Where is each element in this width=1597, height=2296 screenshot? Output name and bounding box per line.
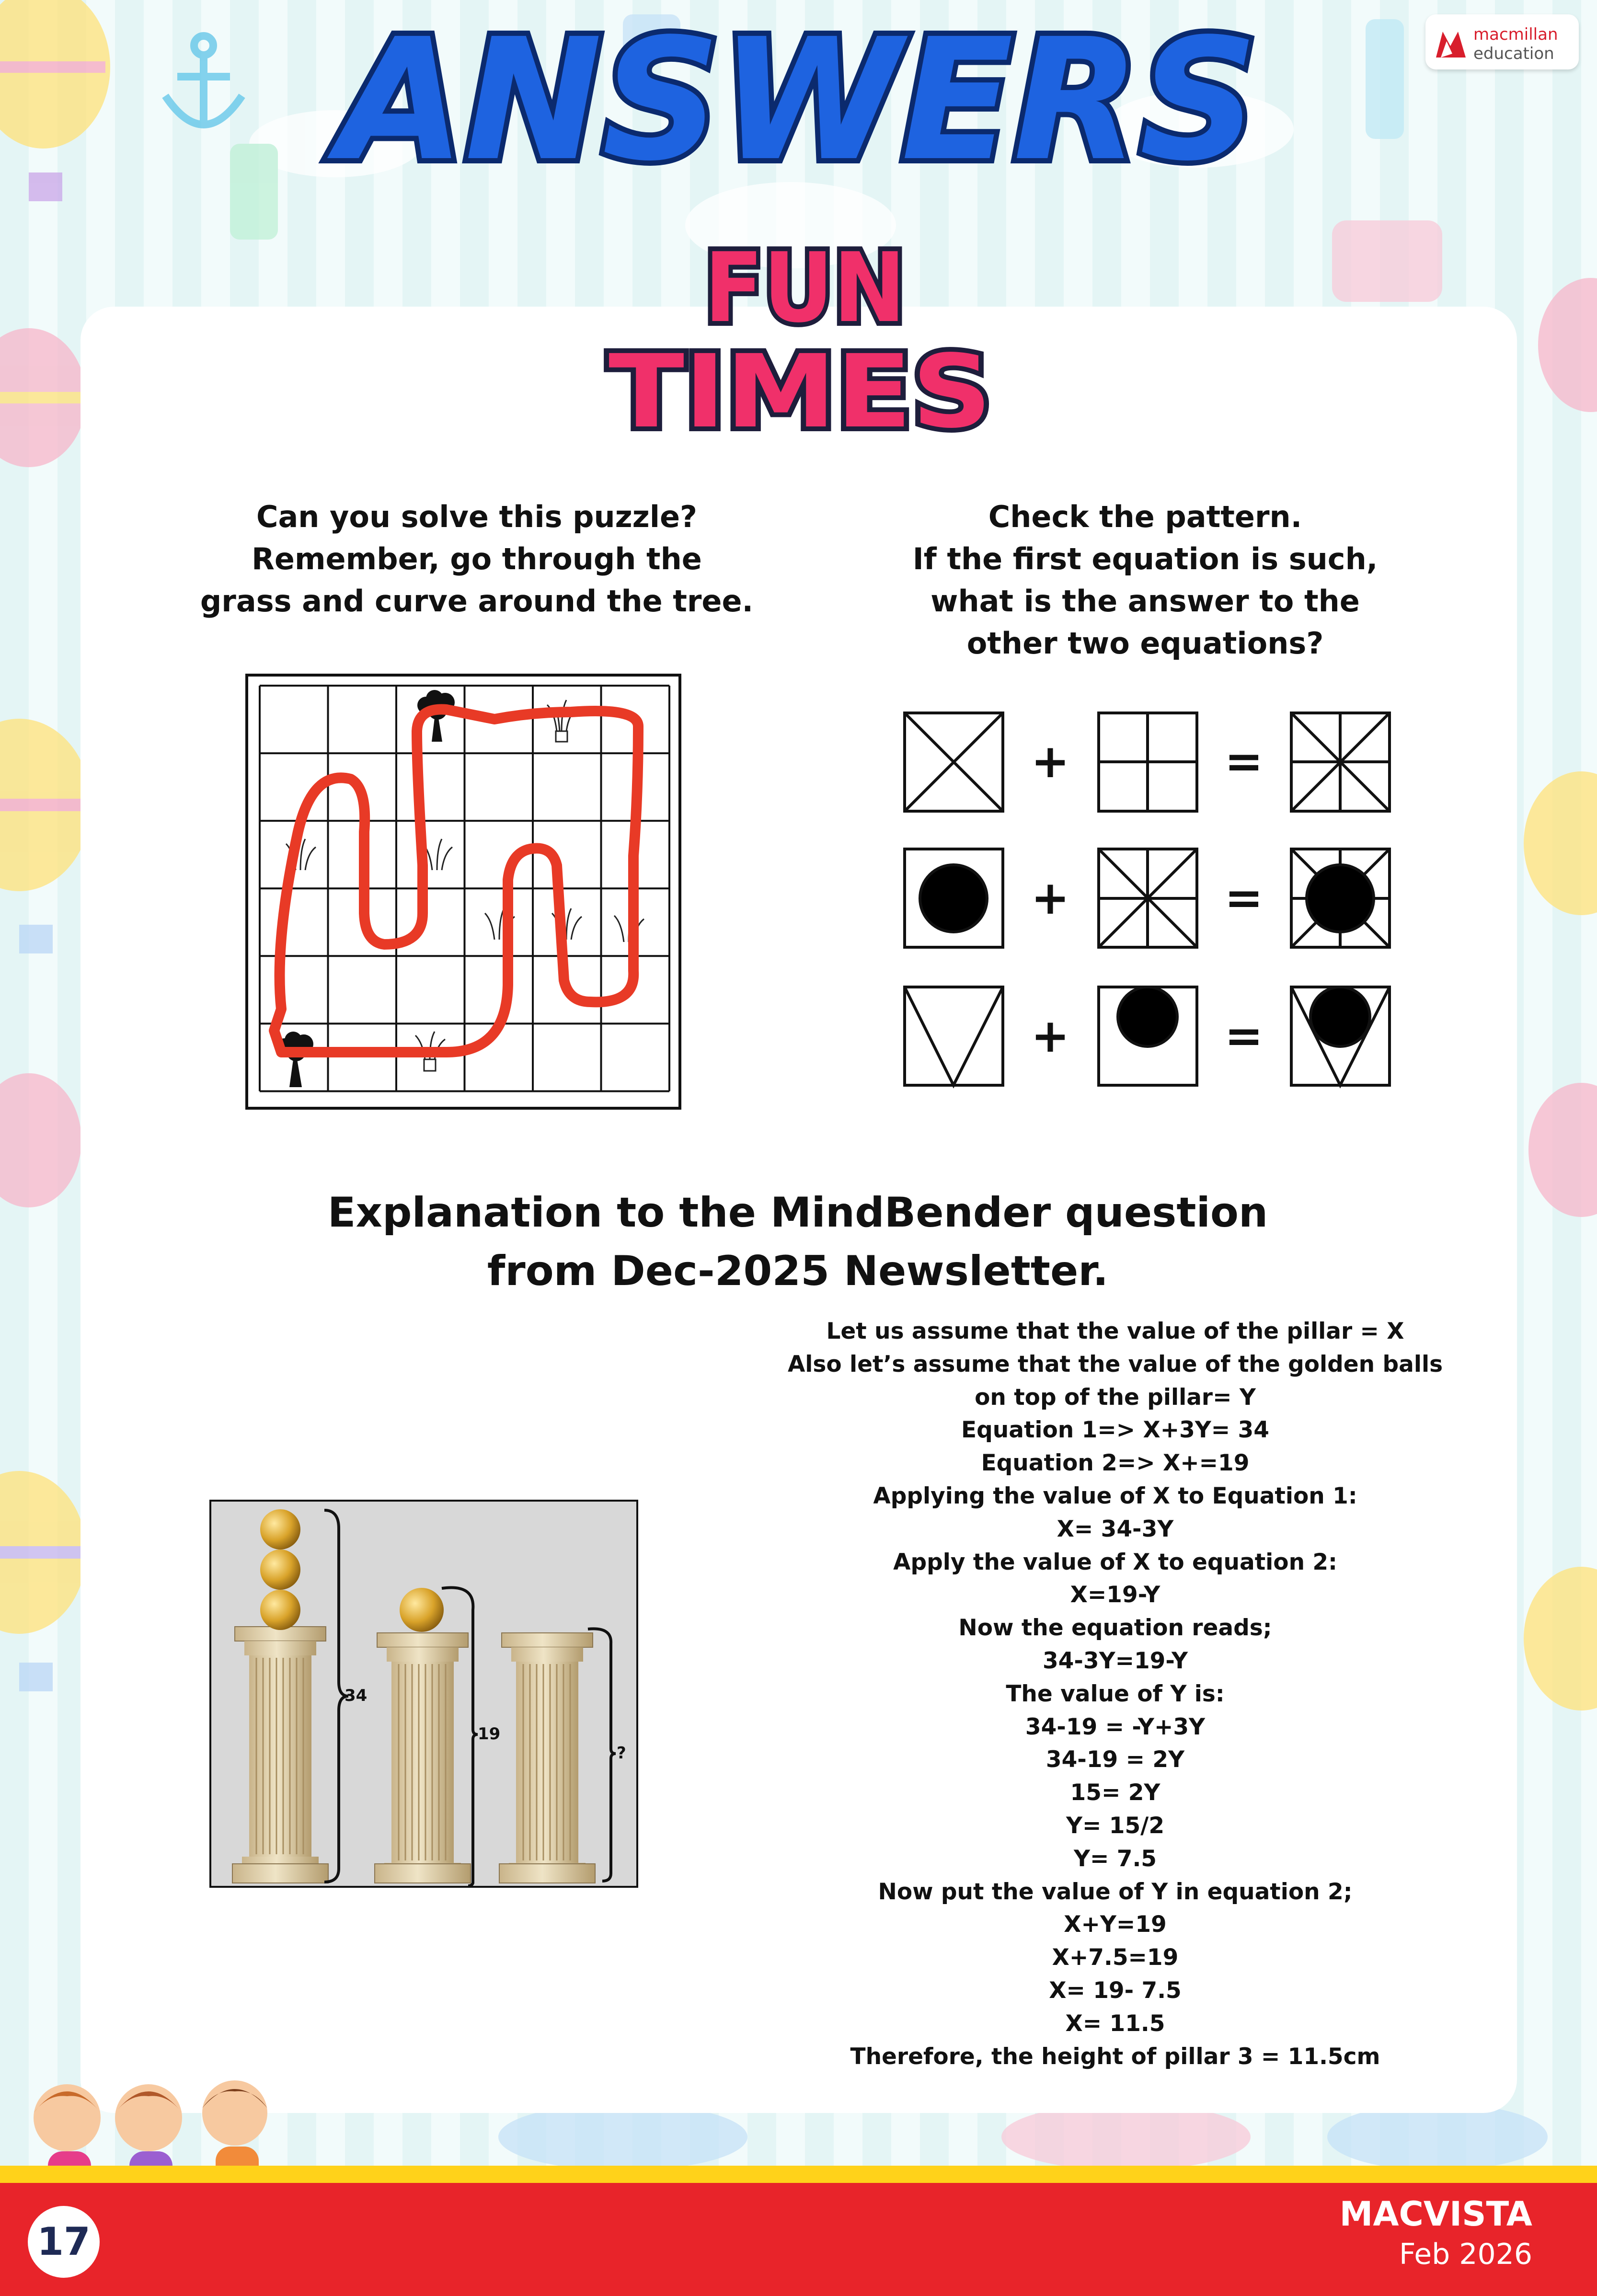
footer-yellow-stripe bbox=[0, 2166, 1597, 2183]
box-star-icon bbox=[1099, 849, 1197, 947]
explanation-step: The value of Y is: bbox=[1006, 1680, 1225, 1707]
explanation-step: Y= 7.5 bbox=[1073, 1845, 1157, 1872]
explanation-step: Also let’s assume that the value of the golden balls bbox=[787, 1351, 1443, 1378]
pillar-label: 34 bbox=[345, 1686, 368, 1705]
macmillan-logo-icon bbox=[1436, 27, 1470, 57]
explanation-step: X= 11.5 bbox=[1065, 2010, 1165, 2037]
explanation-step: Equation 2=> X+=19 bbox=[981, 1450, 1250, 1477]
logo-text-education: education bbox=[1473, 44, 1554, 63]
macmillan-logo bbox=[1425, 14, 1579, 69]
box-dot-icon bbox=[905, 849, 1003, 947]
explanation-step: X= 19- 7.5 bbox=[1049, 1977, 1182, 2004]
explanation-step: 34-3Y=19-Y bbox=[1042, 1647, 1188, 1674]
hot-air-balloon-icon bbox=[0, 0, 110, 201]
explanation-step: 34-19 = 2Y bbox=[1046, 1746, 1185, 1773]
logo-text-macmillan: macmillan bbox=[1473, 25, 1558, 44]
explanation-step: on top of the pillar= Y bbox=[975, 1384, 1256, 1411]
explanation-step: Now the equation reads; bbox=[958, 1615, 1272, 1642]
explanation-step: 34-19 = -Y+3Y bbox=[1025, 1713, 1206, 1740]
explanation-step: Let us assume that the value of the pillar = X bbox=[826, 1318, 1404, 1344]
golden-ball-icon bbox=[260, 1509, 300, 1550]
golden-ball-icon bbox=[260, 1590, 300, 1630]
plus-sign: + bbox=[1031, 871, 1070, 925]
maze-grid bbox=[245, 674, 681, 1110]
fun-times-heading bbox=[585, 225, 1016, 465]
pattern-equations bbox=[901, 704, 1399, 1092]
hot-air-balloon-icon bbox=[0, 1471, 86, 1691]
pillars-illustration bbox=[209, 1500, 638, 1888]
explanation-step: Equation 1=> X+3Y= 34 bbox=[961, 1417, 1269, 1444]
hot-air-balloon-icon bbox=[1524, 1567, 1597, 1711]
box-x-icon bbox=[905, 713, 1003, 811]
box-dot-icon bbox=[1099, 987, 1197, 1085]
pattern-question-line: other two equations? bbox=[966, 626, 1324, 661]
maze-question-line: Can you solve this puzzle? bbox=[256, 499, 698, 534]
maze-question bbox=[165, 496, 788, 622]
pattern-question-line: If the first equation is such, bbox=[912, 541, 1378, 576]
box-v-icon bbox=[905, 987, 1003, 1085]
explanation-title-line: Explanation to the MindBender question bbox=[327, 1189, 1268, 1237]
explanation-step: Therefore, the height of pillar 3 = 11.5cm bbox=[850, 2043, 1380, 2070]
equals-sign: = bbox=[1224, 1009, 1264, 1063]
explanation-title-line: from Dec-2025 Newsletter. bbox=[487, 1247, 1109, 1295]
fun-times-line1: FUN bbox=[704, 232, 906, 344]
footer-brand: MACVISTA bbox=[1339, 2194, 1532, 2234]
fun-times-line2: TIMES bbox=[609, 333, 992, 450]
pattern-question bbox=[834, 496, 1457, 665]
box-v-dot-icon bbox=[1291, 987, 1390, 1085]
explanation-steps bbox=[738, 1315, 1493, 2073]
plus-sign: + bbox=[1031, 735, 1070, 788]
explanation-step: X= 34-3Y bbox=[1057, 1515, 1174, 1542]
hot-air-balloon-icon bbox=[0, 328, 86, 467]
maze-question-line: grass and curve around the tree. bbox=[200, 584, 754, 619]
explanation-step: Now put the value of Y in equation 2; bbox=[878, 1878, 1353, 1905]
pattern-question-line: Check the pattern. bbox=[988, 499, 1302, 534]
pillar-label: ? bbox=[617, 1744, 626, 1763]
hot-air-balloon-icon bbox=[1524, 771, 1597, 915]
explanation-step: X+7.5=19 bbox=[1052, 1944, 1179, 1971]
footer-date: Feb 2026 bbox=[1399, 2238, 1532, 2271]
explanation-step: X+Y=19 bbox=[1064, 1911, 1167, 1938]
hot-air-balloon-icon bbox=[1538, 278, 1597, 412]
explanation-step: Y= 15/2 bbox=[1066, 1812, 1165, 1839]
golden-ball-icon bbox=[400, 1588, 444, 1632]
explanation-step: X=19-Y bbox=[1070, 1582, 1160, 1608]
explanation-step: Applying the value of X to Equation 1: bbox=[873, 1482, 1357, 1509]
explanation-step: Apply the value of X to equation 2: bbox=[893, 1549, 1337, 1575]
pillar-label: 19 bbox=[478, 1724, 501, 1744]
pattern-question-line: what is the answer to the bbox=[931, 584, 1360, 619]
golden-ball-icon bbox=[260, 1550, 300, 1590]
hot-air-balloon-icon bbox=[0, 1073, 81, 1207]
hot-air-balloon-icon bbox=[1528, 1083, 1597, 1217]
answers-title-text: ANSWERS bbox=[325, 19, 1258, 198]
plus-sign: + bbox=[1031, 1009, 1070, 1063]
equals-sign: = bbox=[1224, 735, 1264, 788]
maze-question-line: Remember, go through the bbox=[252, 541, 702, 576]
anchor-icon bbox=[165, 36, 242, 125]
answers-title bbox=[307, 19, 1289, 211]
explanation-title bbox=[240, 1183, 1356, 1300]
equals-sign: = bbox=[1224, 871, 1264, 925]
box-star-icon bbox=[1291, 713, 1390, 811]
explanation-step: 15= 2Y bbox=[1070, 1779, 1160, 1806]
box-star-dot-icon bbox=[1291, 849, 1390, 947]
page-number: 17 bbox=[28, 2206, 100, 2278]
box-cross-icon bbox=[1099, 713, 1197, 811]
